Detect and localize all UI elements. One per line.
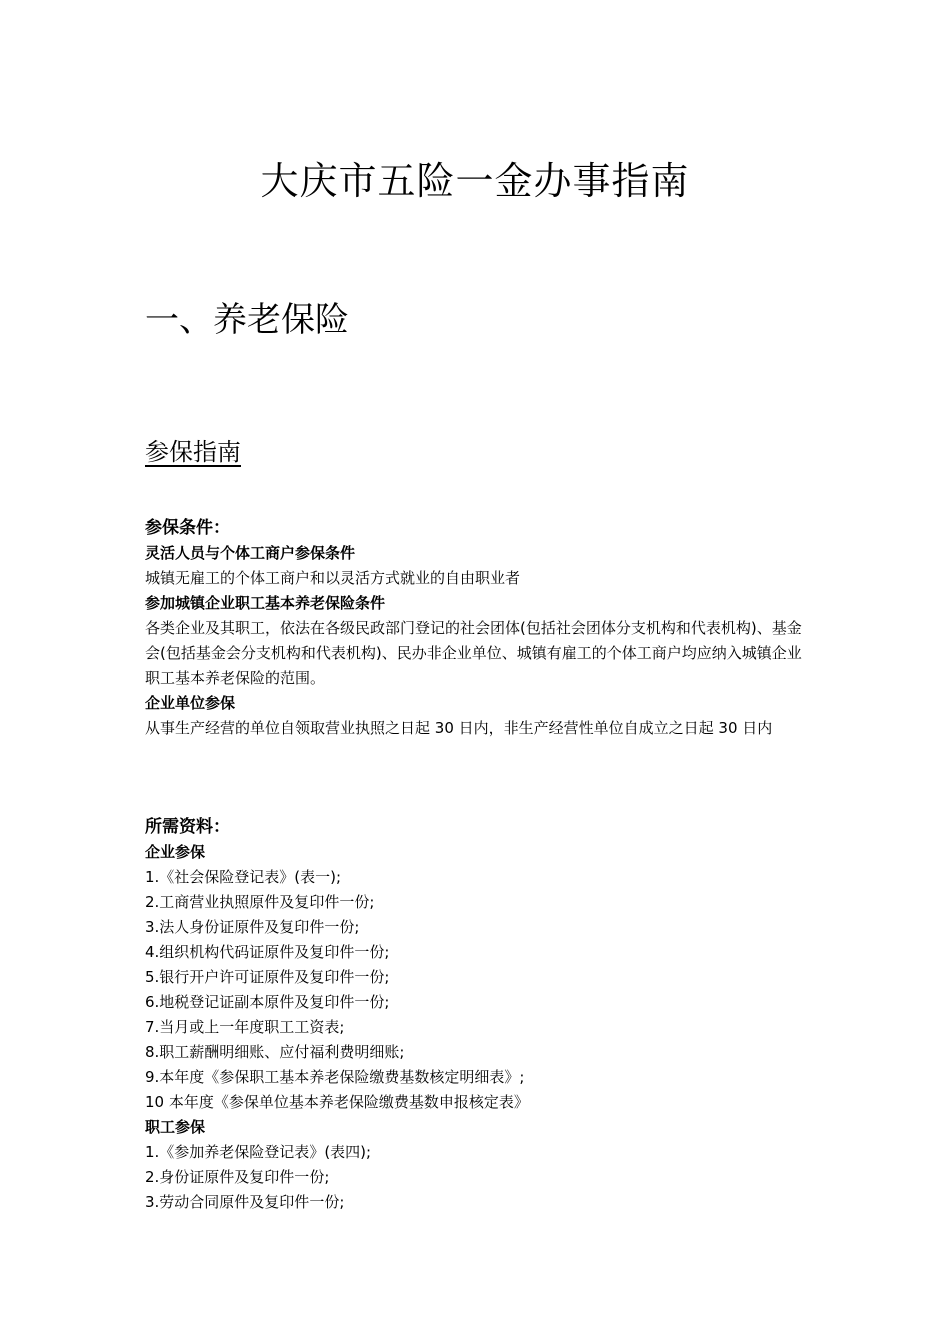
list-item: 7.当月或上一年度职工工资表; xyxy=(145,1018,345,1036)
list-item: 3.法人身份证原件及复印件一份; xyxy=(145,918,360,936)
enterprise-materials-title: 企业参保 xyxy=(145,843,206,861)
materials-label: 所需资料： xyxy=(145,817,230,837)
conditions-section xyxy=(145,516,810,741)
enterprise-unit-title: 企业单位参保 xyxy=(145,694,236,712)
materials-section xyxy=(145,815,810,1215)
flexible-workers-title: 灵活人员与个体工商户参保条件 xyxy=(145,544,356,562)
list-item: 1.《参加养老保险登记表》(表四); xyxy=(145,1143,372,1161)
employee-materials-title: 职工参保 xyxy=(145,1118,206,1136)
flexible-workers-text: 城镇无雇工的个体工商户和以灵活方式就业的自由职业者 xyxy=(145,569,521,587)
list-item: 3.劳动合同原件及复印件一份; xyxy=(145,1193,345,1211)
list-item: 10 本年度《参保单位基本养老保险缴费基数申报核定表》 xyxy=(145,1093,529,1111)
conditions-label: 参保条件： xyxy=(145,518,230,538)
enterprise-unit-text: 从事生产经营的单位自领取营业执照之日起 30 日内，非生产经营性单位自成立之日起 30 日内 xyxy=(145,719,773,737)
list-item: 6.地税登记证副本原件及复印件一份; xyxy=(145,993,390,1011)
enterprise-materials-list xyxy=(145,865,810,1115)
list-item: 2.身份证原件及复印件一份; xyxy=(145,1168,330,1186)
list-item: 5.银行开户许可证原件及复印件一份; xyxy=(145,968,390,986)
employee-materials-list xyxy=(145,1140,810,1215)
list-item: 9.本年度《参保职工基本养老保险缴费基数核定明细表》; xyxy=(145,1068,525,1086)
urban-employee-title: 参加城镇企业职工基本养老保险条件 xyxy=(145,594,386,612)
list-item: 4.组织机构代码证原件及复印件一份; xyxy=(145,943,390,961)
subsection-heading: 参保指南 xyxy=(145,438,241,466)
list-item: 8.职工薪酬明细账、应付福利费明细账; xyxy=(145,1043,405,1061)
section-heading: 一、养老保险 xyxy=(145,300,349,340)
document-title: 大庆市五险一金办事指南 xyxy=(260,159,690,203)
list-item: 2.工商营业执照原件及复印件一份; xyxy=(145,893,375,911)
list-item: 1.《社会保险登记表》(表一); xyxy=(145,868,342,886)
urban-employee-text: 各类企业及其职工，依法在各级民政部门登记的社会团体(包括社会团体分支机构和代表机构)、基金会(包括基金会分支机构和代表机构)、民办非企业单位、城镇有雇工的个体工商户均应纳入城镇企业职工基本养老保险的范围。 xyxy=(145,619,802,687)
